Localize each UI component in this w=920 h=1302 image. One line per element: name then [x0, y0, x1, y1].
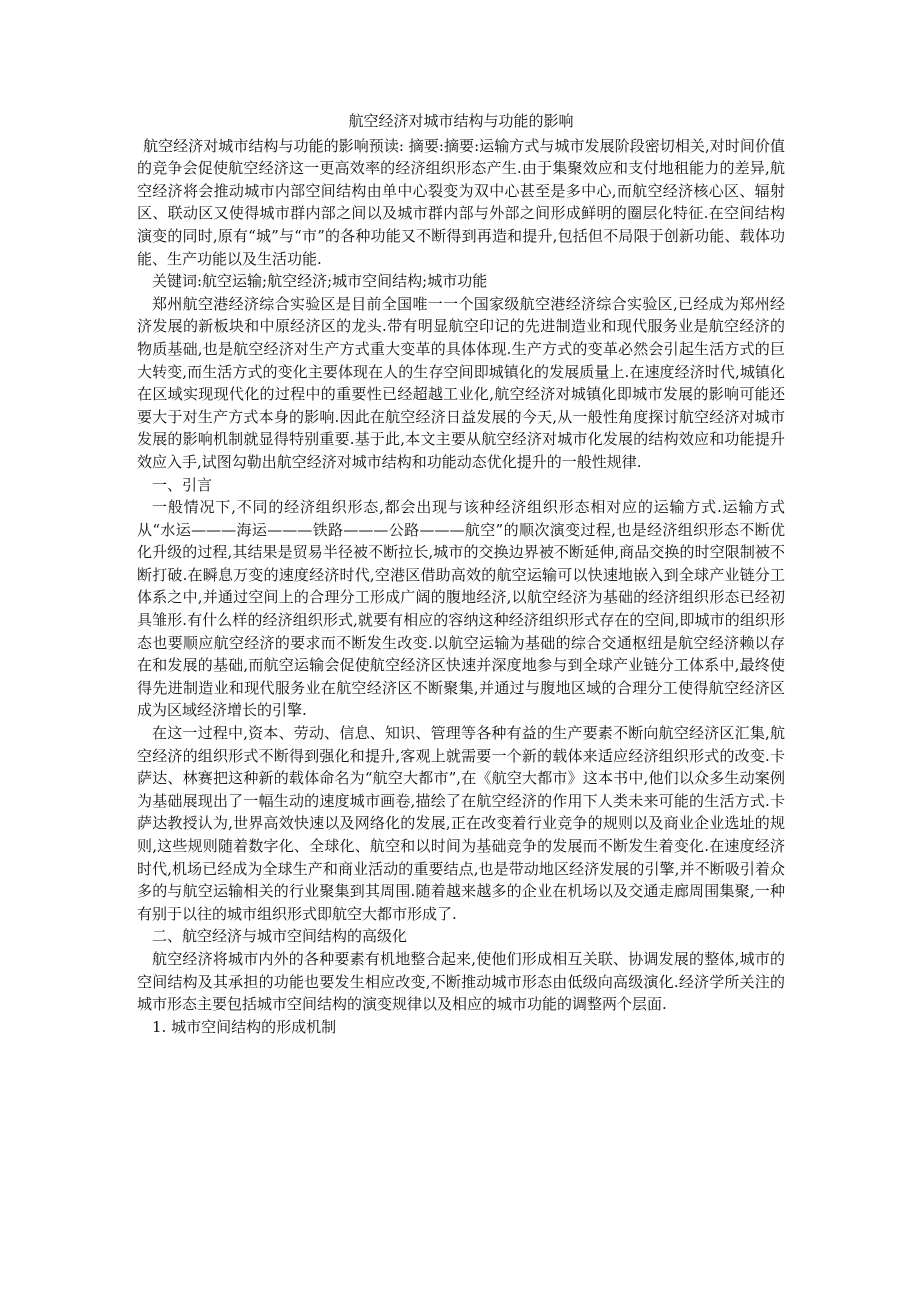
body-paragraph: 航空经济将城市内外的各种要素有机地整合起来,使他们形成相互关联、协调发展的整体,城市的空间结构及其承担的功能也要发生相应改变,不断推动城市形态由低级向高级演化.经济学所关注的城市形态主要包括城市空间结构的演变规律以及相应的城市功能的调整两个层面. [137, 949, 785, 1014]
section-heading: 二、航空经济与城市空间结构的高级化 [152, 927, 408, 946]
document-title: 航空经济对城市结构与功能的影响 [348, 112, 574, 130]
subsection-heading: 1. 城市空间结构的形成机制 [152, 1017, 337, 1036]
body-paragraph: 郑州航空港经济综合实验区是目前全国唯一一个国家级航空港经济综合实验区,已经成为郑州经济发展的新板块和中原经济区的龙头.带有明显航空印记的先进制造业和现代服务业是航空经济的物质基础,也是航空经济对生产方式重大变革的具体体现.生产方式的变革必然会引起生活方式的巨大转变,而生活方式的变化主要体现在人的生存空间即城镇化的发展质量上.在速度经济时代,城镇化在区域实现现代化的过程中的重要性已经超越工业化,航空经济对城镇化即城市发展的影响可能还要大于对生产方式本身的影响.因此在航空经济日益发展的今天,从一般性角度探讨航空经济对城市发展的影响机制就显得特别重要.基于此,本文主要从航空经济对城市化发展的结构效应和功能提升效应入手,试图勾勒出航空经济对城市结构和功能动态优化提升的一般性规律. [137, 294, 785, 471]
section-heading: 一、引言 [152, 475, 213, 494]
body-paragraph: 一般情况下,不同的经济组织形态,都会出现与该种经济组织形态相对应的运输方式.运输方式从“水运———海运———铁路———公路———航空”的顺次演变过程,也是经济组织形态不断优化升级的过程,其结果是贸易半径被不断拉长,城市的交换边界被不断延伸,商品交换的时空限制被不断打破.在瞬息万变的速度经济时代,空港区借助高效的航空运输可以快速地嵌入到全球产业链分工体系之中,并通过空间上的合理分工形成广阔的腹地经济,以航空经济为基础的经济组织形态已经初具雏形.有什么样的经济组织形式,就要有相应的容纳这种经济组织形式存在的空间,即城市的组织形态也要顺应航空经济的要求而不断发生改变.以航空运输为基础的综合交通枢纽是航空经济赖以存在和发展的基础,而航空运输会促使航空经济区快速并深度地参与到全球产业链分工体系中,最终使得先进制造业和现代服务业在航空经济区不断聚集,并通过与腹地区域的合理分工使得航空经济区成为区域经济增长的引擎. [137, 498, 785, 720]
document-page [137, 104, 785, 1038]
body-paragraph: 在这一过程中,资本、劳动、信息、知识、管理等各种有益的生产要素不断向航空经济区汇集,航空经济的组织形式不断得到强化和提升,客观上就需要一个新的载体来适应经济组织形式的改变.卡萨达、林赛把这种新的载体命名为“航空大都市”,在《航空大都市》这本书中,他们以众多生动案例为基础展现出了一幅生动的速度城市画卷,描绘了在航空经济的作用下人类未来可能的生活方式.卡萨达教授认为,世界高效快速以及网络化的发展,正在改变着行业竞争的规则以及商业企业选址的规则,这些规则随着数字化、全球化、航空和以时间为基础竞争的发展而不断发生着变化.在速度经济时代,机场已经成为全球生产和商业活动的重要结点,也是带动地区经济发展的引擎,并不断吸引着众多的与航空运输相关的行业聚集到其周围.随着越来越多的企业在机场以及交通走廊周围集聚,一种有别于以往的城市组织形式即航空大都市形成了. [137, 724, 785, 923]
keywords-line: 关键词:航空运输;航空经济;城市空间结构;城市功能 [152, 272, 488, 291]
abstract-paragraph: 航空经济对城市结构与功能的影响预读: 摘要:摘要:运输方式与城市发展阶段密切相关,对时间价值的竞争会促使航空经济这一更高效率的经济组织形态产生.由于集聚效应和支付地租能力的差异,航空经济将会推动城市内部空间结构由单中心裂变为双中心甚至是多中心,而航空经济核心区、辐射区、联动区又使得城市群内部之间以及城市群内部与外部之间形成鲜明的圈层化特征.在空间结构演变的同时,原有“城”与“市”的各种功能又不断得到再造和提升,包括但不局限于创新功能、载体功能、生产功能以及生活功能. [137, 136, 785, 268]
